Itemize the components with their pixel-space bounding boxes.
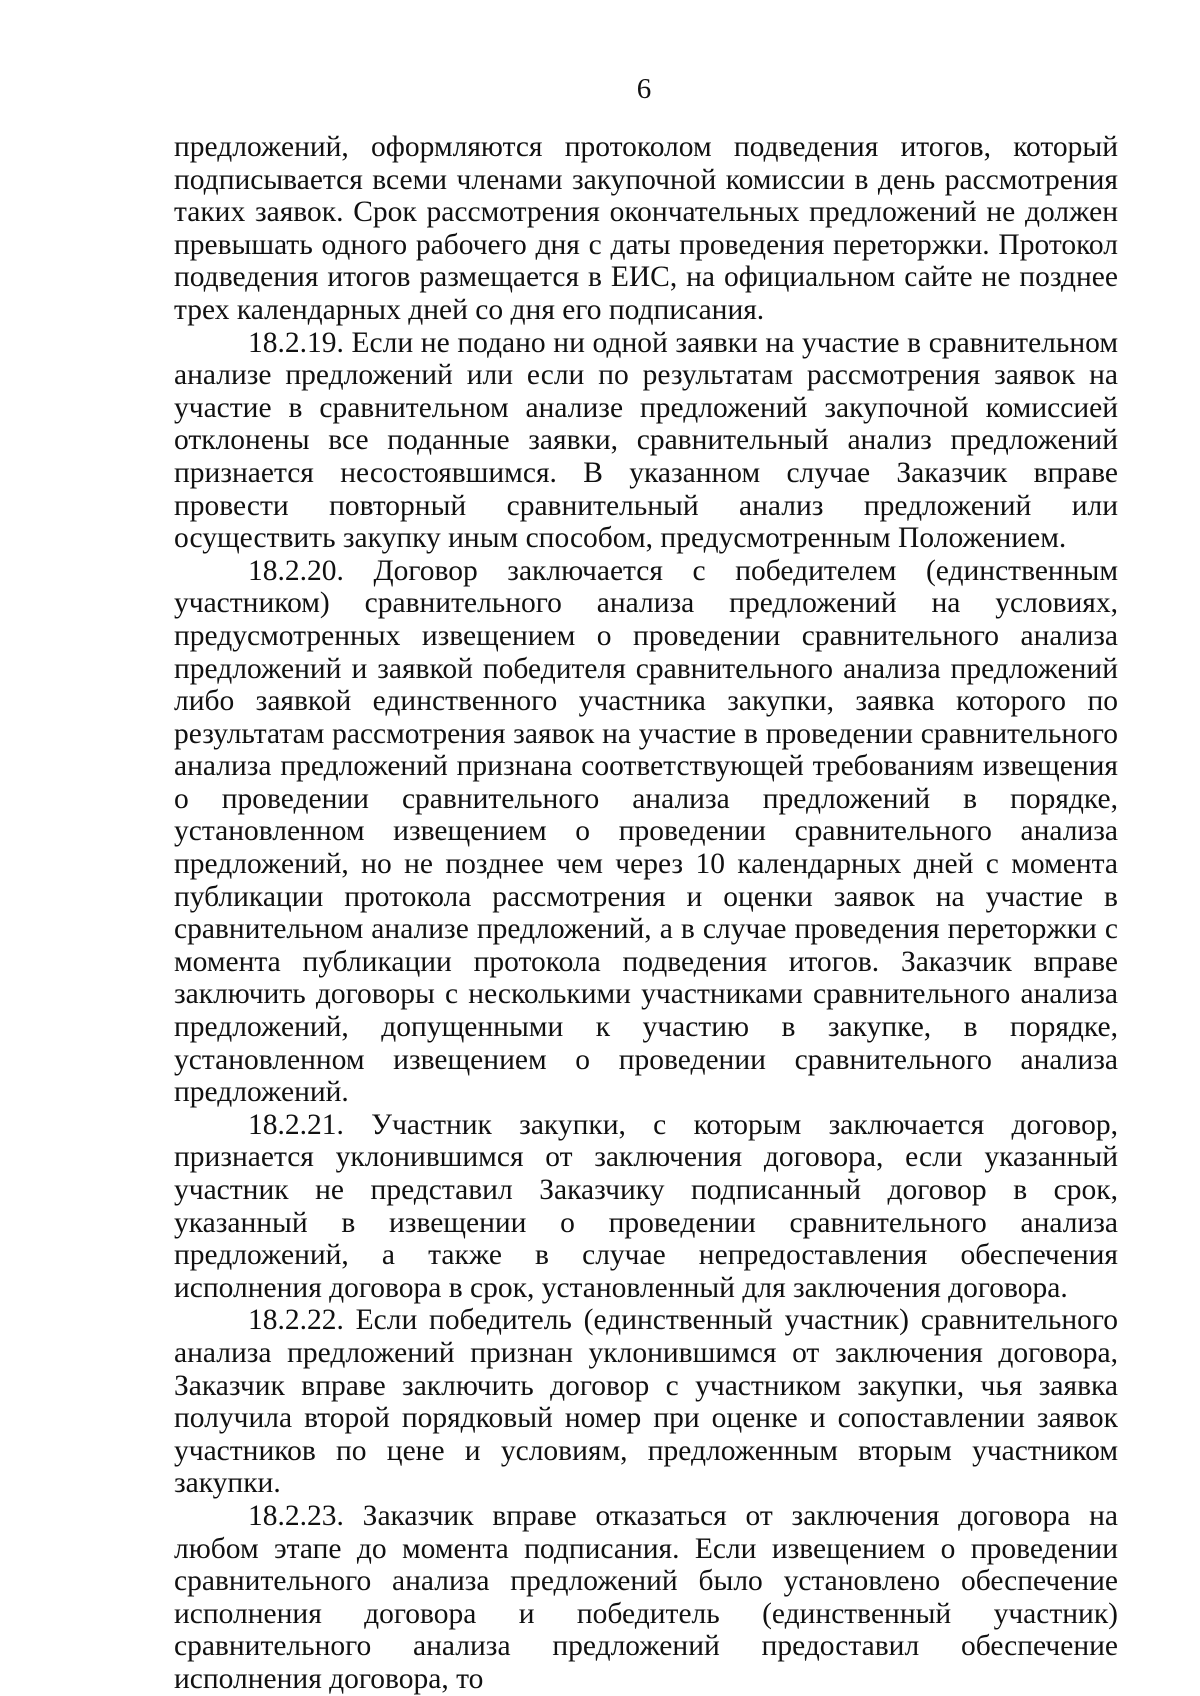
body-text: [174, 131, 1118, 1696]
paragraph-18-2-21: 18.2.21. Участник закупки, с которым заключается договор, признается уклонившимся от заключения договора, если указанный участник не представил Заказчику подписанный договор в срок, указанный в извещении о проведении сравнительного анализа предложений, а также в случае непредоставления обеспечения исполнения договора в срок, установленный для заключения договора.: [174, 1108, 1118, 1304]
paragraph-continuation: предложений, оформляются протоколом подведения итогов, который подписывается всеми членами закупочной комиссии в день рассмотрения таких заявок. Срок рассмотрения окончательных предложений не должен превышать одного рабочего дня с даты проведения переторжки. Протокол подведения итогов размещается в ЕИС, на официальном сайте не позднее трех календарных дней со дня его подписания.: [174, 131, 1118, 326]
paragraph-18-2-23: 18.2.23. Заказчик вправе отказаться от заключения договора на любом этапе до момента подписания. Если извещением о проведении сравнительного анализа предложений было установлено обеспечение исполнения договора и победитель (единственный участник) сравнительного анализа предложений предоставил обеспечение исполнения договора, то: [174, 1499, 1118, 1695]
paragraph-18-2-20: 18.2.20. Договор заключается с победителем (единственным участником) сравнительного анализа предложений на условиях, предусмотренных извещением о проведении сравнительного анализа предложений и заявкой победителя сравнительного анализа предложений либо заявкой единственного участника закупки, заявка которого по результатам рассмотрения заявок на участие в проведении сравнительного анализа предложений признана соответствующей требованиям извещения о проведении сравнительного анализа предложений в порядке, установленном извещением о проведении сравнительного анализа предложений, но не позднее чем через 10 календарных дней с момента публикации протокола рассмотрения и оценки заявок на участие в сравнительном анализе предложений, а в случае проведения переторжки с момента публикации протокола подведения итогов. Заказчик вправе заключить договоры с несколькими участниками сравнительного анализа предложений, допущенными к участию в закупке, в порядке, установленном извещением о проведении сравнительного анализа предложений.: [174, 554, 1118, 1109]
paragraph-18-2-19: 18.2.19. Если не подано ни одной заявки на участие в сравнительном анализе предложений или если по результатам рассмотрения заявок на участие в сравнительном анализе предложений закупочной комиссией отклонены все поданные заявки, сравнительный анализ предложений признается несостоявшимся. В указанном случае Заказчик вправе провести повторный сравнительный анализ предложений или осуществить закупку иным способом, предусмотренным Положением.: [174, 326, 1118, 555]
paragraph-18-2-22: 18.2.22. Если победитель (единственный участник) сравнительного анализа предложений признан уклонившимся от заключения договора, Заказчик вправе заключить договор с участником закупки, чья заявка получила второй порядковый номер при оценке и сопоставлении заявок участников по цене и условиям, предложенным вторым участником закупки.: [174, 1304, 1118, 1500]
page-number: 6: [636, 73, 652, 105]
